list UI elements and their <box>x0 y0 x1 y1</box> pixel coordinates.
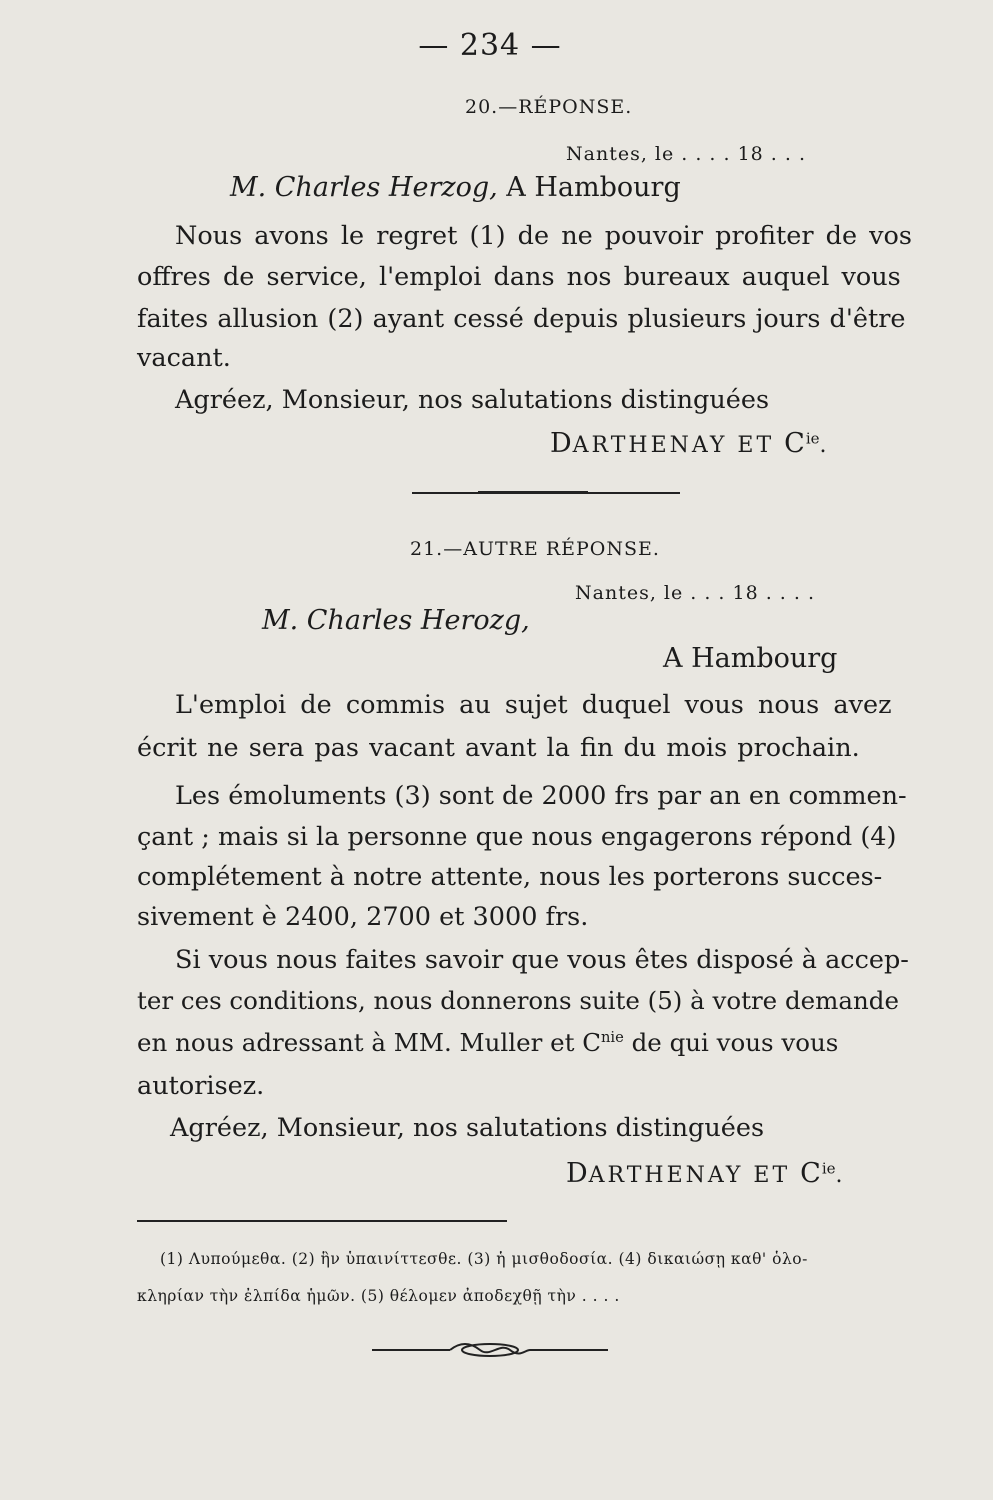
letter21-line: complétement à notre attente, nous les porterons succes- <box>137 862 883 892</box>
letter21-line: sivement è 2400, 2700 et 3000 frs. <box>137 902 589 932</box>
letter21-line: autorisez. <box>137 1071 265 1101</box>
letter20-line: Nous avons le regret (1) de ne pouvoir profiter de vos <box>175 221 912 251</box>
letter20-addressee-name: M. Charles Herzog, <box>230 172 498 203</box>
letter20-addressee <box>230 172 681 203</box>
footnote-rule <box>137 1220 507 1222</box>
letter21-signature: DARTHENAY ET $C^{ie}$. <box>566 1158 846 1189</box>
page-number: — 234 — <box>418 28 562 63</box>
letter21-line: Agréez, Monsieur, nos salutations distinguées <box>170 1113 765 1143</box>
letter20-addressee-city: A Hambourg <box>506 172 681 203</box>
letter21-line: Les émoluments (3) sont de 2000 frs par an en commen- <box>175 781 907 811</box>
letter21-line: écrit ne sera pas vacant avant la fin du mois prochain. <box>137 733 860 763</box>
letter20-signature: DARTHENAY ET $C^{ie}$. <box>550 428 830 459</box>
letter21-line: çant ; mais si la personne que nous engagerons répond (4) <box>137 822 897 852</box>
letter20-line: Agréez, Monsieur, nos salutations distinguées <box>175 385 770 415</box>
letter21-line: L'emploi de commis au sujet duquel vous nous avez <box>175 690 892 720</box>
letter21-heading: 21.—AUTRE RÉPONSE. <box>410 538 660 560</box>
tailpiece-ornament <box>370 1340 610 1360</box>
letter21-line-muller: en nous adressant à MM. Muller et $C^{nie}$ de qui vous vous <box>137 1028 839 1058</box>
letter20-line: offres de service, l'emploi dans nos bureaux auquel vous <box>137 262 901 292</box>
letter21-addressee-city: A Hambourg <box>663 643 838 674</box>
letter21-place-date: Nantes, le . . . 18 . . . . <box>575 582 815 604</box>
footnote-line: κληρίαν τὴν ἐλπίδα ἡμῶν. (5) θέλομεν ἀποδεχθῇ τὴν . . . . <box>137 1287 620 1305</box>
letter20-place-date: Nantes, le . . . . 18 . . . <box>566 143 806 165</box>
letter21-line: ter ces conditions, nous donnerons suite (5) à votre demande <box>137 986 899 1015</box>
letter20-heading: 20.—RÉPONSE. <box>465 96 633 118</box>
letter20-line: vacant. <box>137 343 231 373</box>
footnote-line: (1) Λυπούμεθα. (2) ἣν ὑπαινίττεσθε. (3) ἡ μισθοδοσία. (4) δικαιώσῃ καθ' ὁλο- <box>160 1250 808 1268</box>
letter21-line: Si vous nous faites savoir que vous êtes disposé à accep- <box>175 945 909 975</box>
letter21-addressee-name: M. Charles Herozg, <box>262 605 530 636</box>
letter20-line: faites allusion (2) ayant cessé depuis plusieurs jours d'être <box>137 304 906 334</box>
section-divider-center <box>478 491 588 494</box>
